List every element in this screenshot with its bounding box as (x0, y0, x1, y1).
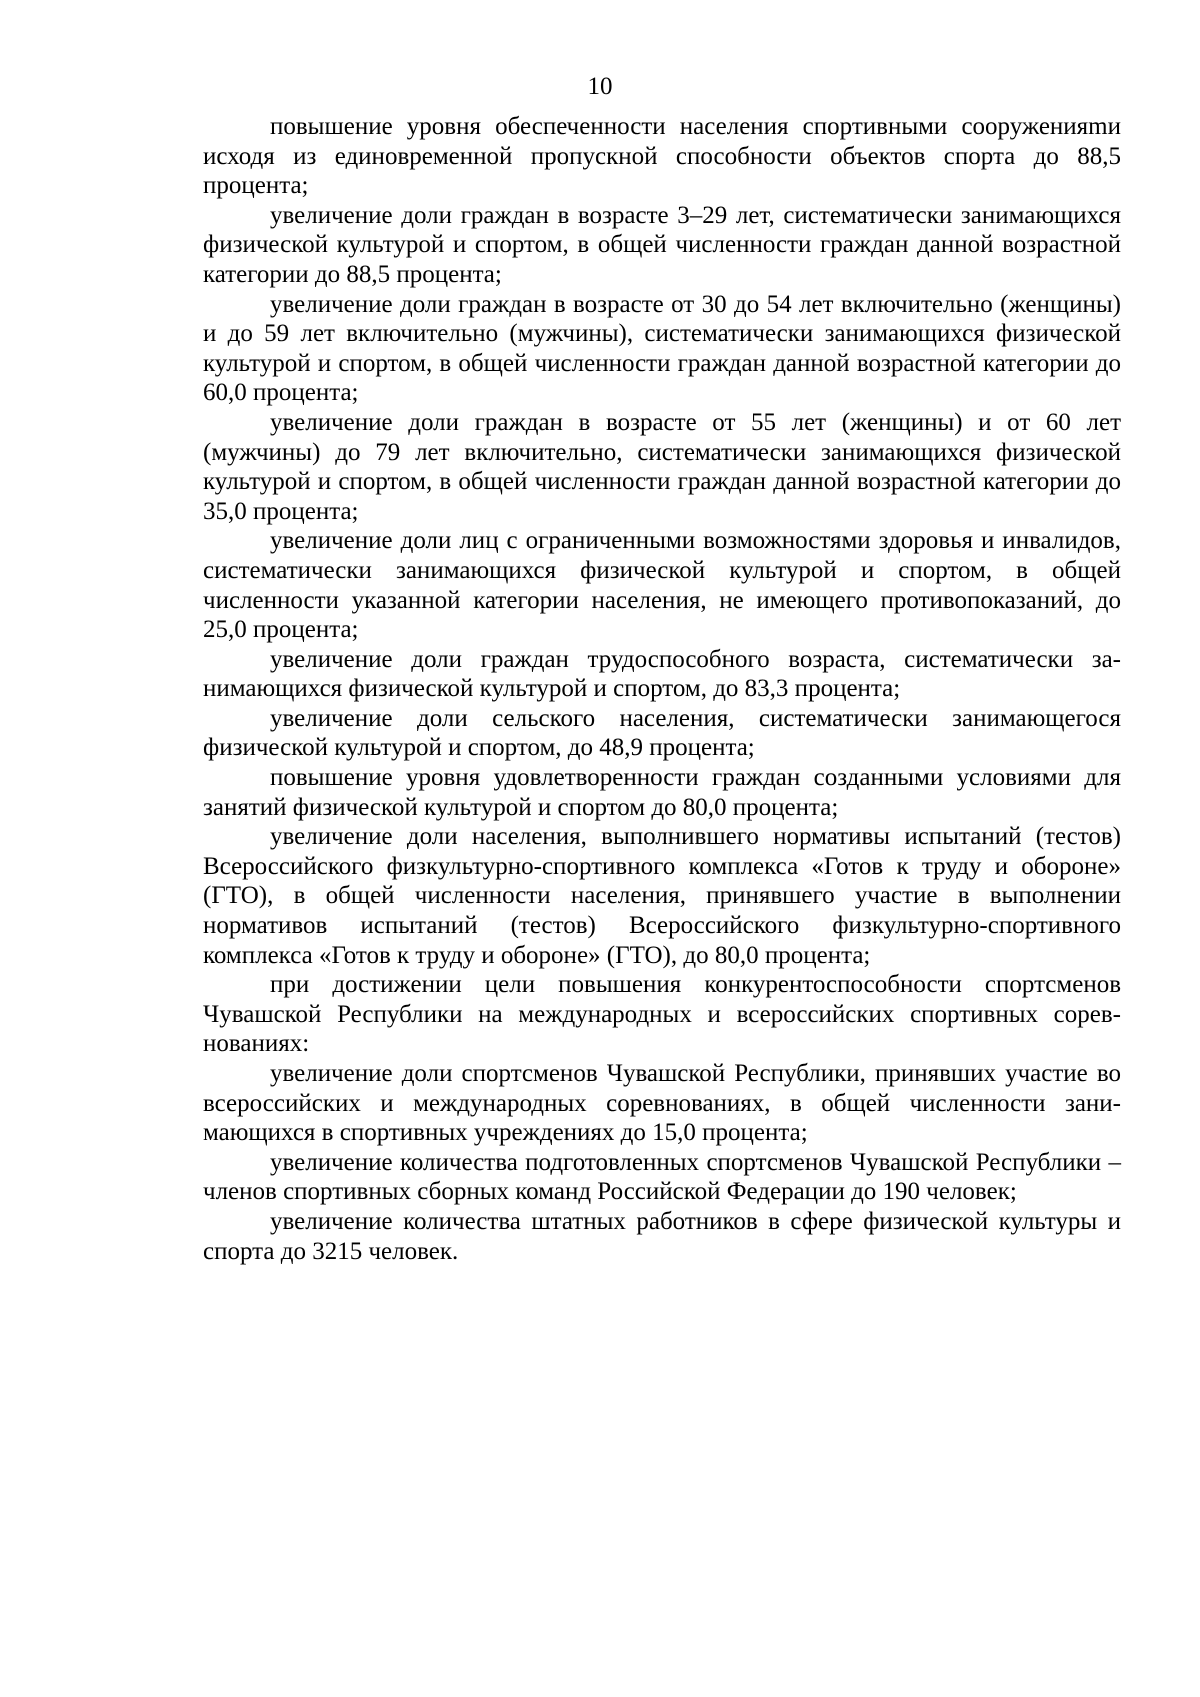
paragraph-age-30-54-59: увеличение доли граждан в возрасте от 30 до 54 лет включительно (женщины) и до 59 лет включительно (мужчины), систематически занимающихся физической культурой и спортом, в общей численности граждан данной возрастной категории до 60,0 процента; (203, 290, 1121, 407)
paragraph-sports-facilities: повышение уровня обеспеченности населения спортивными сооруженияmи исходя из единовременной пропускной способности объектов спорта до 88,5 процента; (203, 113, 1121, 200)
paragraph-athletes-competitions: увеличение доли спортсменов Чувашской Республики, принявших участие во всероссийских и международных соревнованиях, в общей численности занимающихся в спортивных учреждениях до 15,0 процента; (203, 1060, 1121, 1147)
paragraph-staff-workers: увеличение количества штатных работников в сфере физической культуры и спорта до 3215 человек. (203, 1207, 1121, 1265)
paragraph-working-age: увеличение доли граждан трудоспособного возраста, систематически занимающихся физической культурой и спортом, до 83,3 процента; (203, 645, 1121, 703)
paragraph-satisfaction: повышение уровня удовлетворенности граждан созданными условиями для занятий физической культурой и спортом до 80,0 процента; (203, 764, 1121, 821)
paragraph-rural-population: увеличение доли сельского населения, систематически занимающегося физической культурой и спортом, до 48,9 процента; (203, 704, 1121, 762)
paragraph-age-55-60-79: увеличение доли граждан в возрасте от 55 лет (женщины) и от 60 лет (мужчины) до 79 лет включительно, систематически занимающихся физической культурой и спортом, в общей численности граждан данной возрастной категории до 35,0 процента; (203, 408, 1121, 525)
paragraph-competitiveness-goal: при достижении цели повышения конкурентоспособности спортсменов Чувашской Республики на международных и всероссийских спортивных соревнованиях: (203, 971, 1121, 1058)
page-number: 10 (587, 73, 613, 100)
paragraph-disabled-persons: увеличение доли лиц с ограниченными возможностями здоровья и инвалидов, систематически занимающихся физической культурой и спортом, в общей численности указанной категории населения, не имеющего противопоказаний, до 25,0 процента; (203, 527, 1121, 644)
paragraph-gto-norms: увеличение доли населения, выполнившего нормативы испытаний (тестов) Всероссийского физкультурно-спортивного комплекса «Готов к труду и обороне» (ГТО), в общей численности населения, принявшего участие в выполнении нормативов испытаний (тестов) Всероссийского физкультурно-спортивного комплекса «Готов к труду и обороне» (ГТО), до 80,0 процента; (203, 823, 1121, 969)
document-body (203, 112, 1121, 1266)
paragraph-age-3-29: увеличение доли граждан в возрасте 3–29 лет, систематически занимающихся физической культурой и спортом, в общей численности граждан данной возрастной категории до 88,5 процента; (203, 201, 1121, 288)
paragraph-national-team-members: увеличение количества подготовленных спортсменов Чувашской Республики – членов спортивных сборных команд Российской Федерации до 190 человек; (203, 1148, 1121, 1206)
